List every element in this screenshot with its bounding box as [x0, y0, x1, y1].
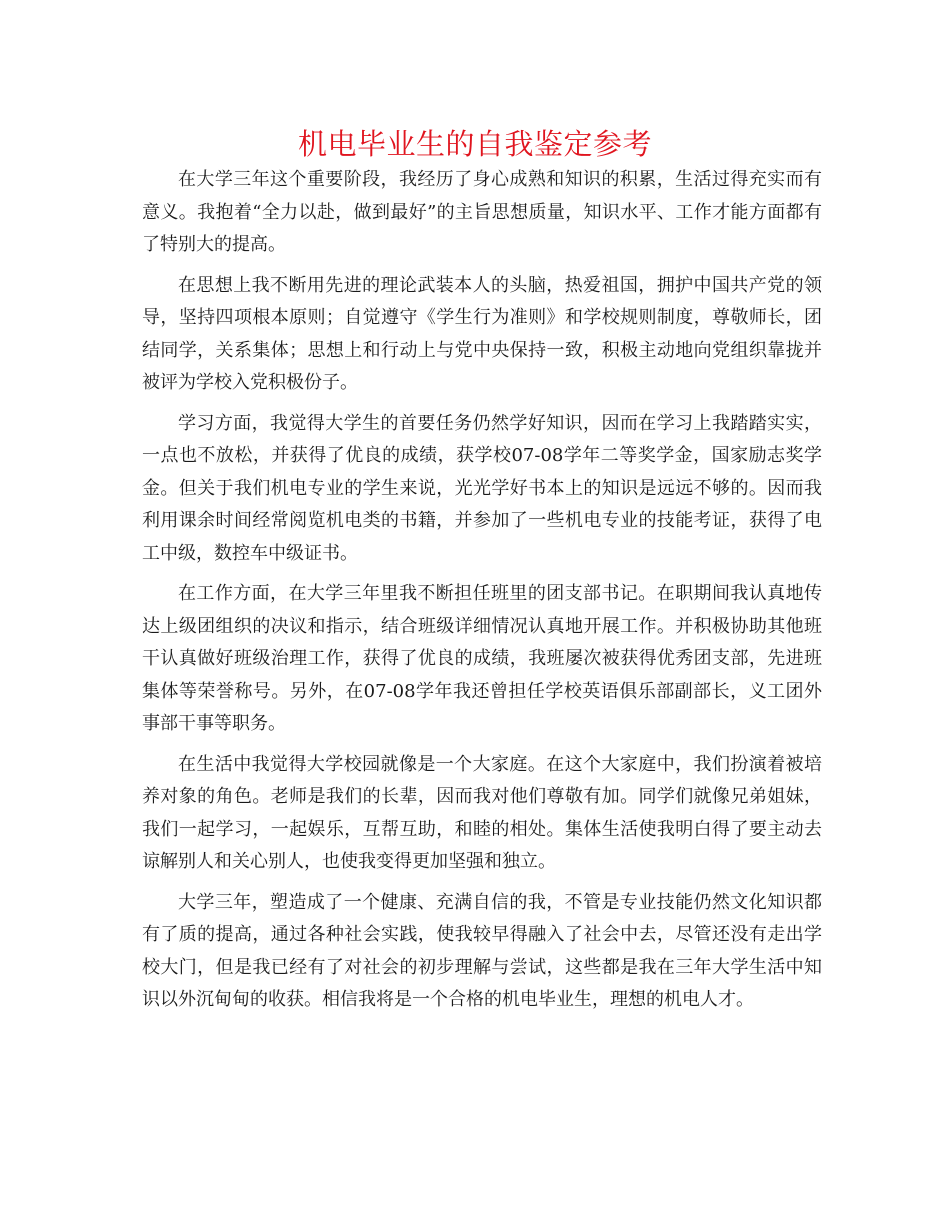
paragraph-work: 在工作方面，在大学三年里我不断担任班里的团支部书记。在职期间我认真地传达上级团组织的决议和指示，结合班级详细情况认真地开展工作。并积极协助其他班干认真做好班级治理工作，获得了优良的成绩，我班屡次被获得优秀团支部，先进班集体等荣誉称号。另外，在07-08学年我还曾担任学校英语俱乐部副部长，义工团外事部干事等职务。	[142, 583, 822, 734]
paragraph-study: 学习方面，我觉得大学生的首要任务仍然学好知识，因而在学习上我踏踏实实，一点也不放松，并获得了优良的成绩，获学校07-08学年二等奖学金，国家励志奖学金。但关于我们机电专业的学生来说，光光学好书本上的知识是远远不够的。因而我利用课余时间经常阅览机电类的书籍，并参加了一些机电专业的技能考证，获得了电工中级，数控车中级证书。	[142, 412, 822, 564]
paragraph-life: 在生活中我觉得大学校园就像是一个大家庭。在这个大家庭中，我们扮演着被培养对象的角色。老师是我们的长辈，因而我对他们尊敬有加。同学们就像兄弟姐妹，我们一起学习，一起娱乐，互帮互助，和睦的相处。集体生活使我明白得了要主动去谅解别人和关心别人，也使我变得更加坚强和独立。	[142, 753, 822, 872]
paragraph-summary: 大学三年，塑造成了一个健康、充满自信的我，不管是专业技能仍然文化知识都有了质的提高，通过各种社会实践，使我较早得融入了社会中去，尽管还没有走出学校大门，但是我已经有了对社会的初步理解与尝试，这些都是我在三年大学生活中知识以外沉甸甸的收获。相信我将是一个合格的机电毕业生，理想的机电人才。	[142, 891, 822, 1010]
paragraph-ideology: 在思想上我不断用先进的理论武装本人的头脑，热爱祖国，拥护中国共产党的领导，坚持四项根本原则；自觉遵守《学生行为准则》和学校规则制度，尊敬师长，团结同学，关系集体；思想上和行动上与党中央保持一致，积极主动地向党组织靠拢并被评为学校入党积极份子。	[142, 274, 822, 393]
paragraph-intro: 在大学三年这个重要阶段，我经历了身心成熟和知识的积累，生活过得充实而有意义。我抱着“全力以赴，做到最好”的主旨思想质量，知识水平、工作才能方面都有了特别大的提高。	[142, 169, 822, 255]
document-title: 机电毕业生的自我鉴定参考	[297, 127, 652, 161]
document-body	[142, 164, 822, 1025]
